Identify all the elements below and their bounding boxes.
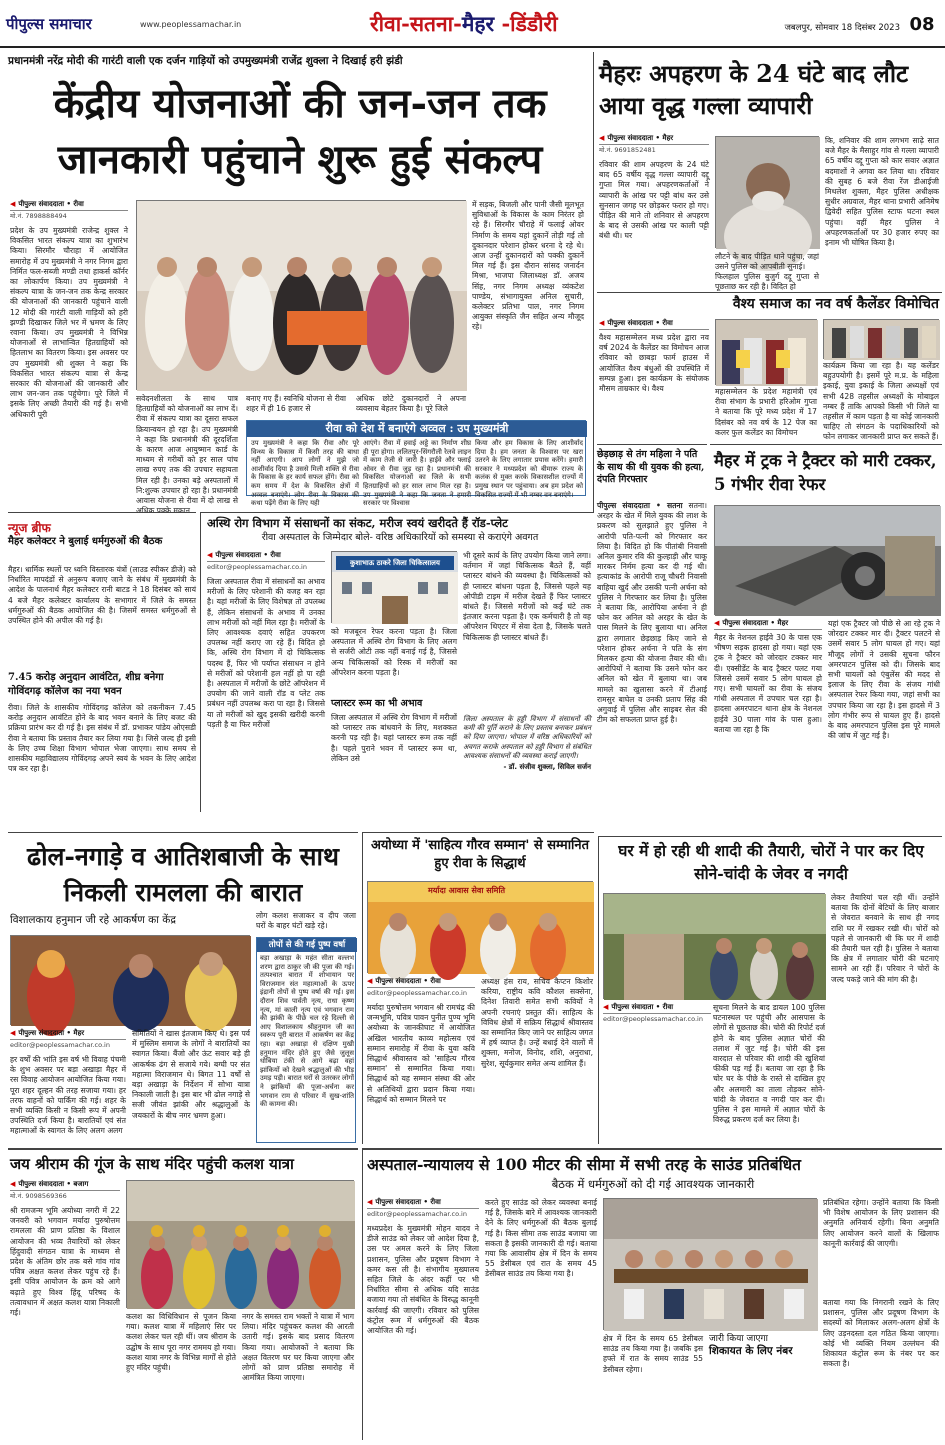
byline-text: पीपुल्स संवाददाता • रीवा [607, 319, 673, 327]
story-byline: ◀ पीपुल्स संवाददाता • रीवा [599, 319, 709, 330]
story-headline: ढोल-नगाड़े व आतिशबाजी के साथ निकली रामलला की बारात [27, 842, 339, 907]
story-col-5: में सड़क, बिजली और पानी जैसी मूलभूत सुविधाओं के विकास के काम निरंतर हो रहे हैं। सिरमौर चौराहे में फलाई ओवर निर्माण के समय यहां दुकानें तोड़ी गई तो दुकानदार परेशान होकर धरना दे रहे थे। आज उन्हीं दुकानदारों को पक्की दुकानें मिल गई हैं। इस दौरान सांसद जनार्दन मिश्रा, भाजपा जिलाध्यक्ष डॉ. अजय सिंह, नगर निगम अध्यक्ष व्यंकटेश पाण्डेय, संभागायुक्त अनिल सुचारी, कलेक्टर प्रतिभा पाल, नगर निगम आयुक्त संस्कृति जैन सहित अन्य मौजूद रहे। [472, 200, 584, 332]
story-email: editor@peoplessamachar.co.in [207, 563, 307, 571]
section-satna: सतना- [409, 11, 462, 36]
quote-text: जिला अस्पताल के हड्डी विभाग में संसाधनों की कमी की पूर्ति कराने के लिए प्रस्ताव बनाकर प्रबंधन को दिया जाएगा। भोपाल में वरिष्ठ अधिकारियों को अवगत कराके अस्पताल को हड्डी विभाग से संबंधित आवश्यक संसाधनों की व्यवस्था कराई जाएगी। [463, 715, 591, 760]
story-headline: मैहरः अपहरण के 24 घंटे बाद लौट आया वृद्ध गल्ला व्यापारी [599, 59, 909, 120]
byline-text: पीपुल्स संवाददाता • मैहर [722, 619, 789, 627]
banner-text: मर्यादा आवास सेवा समिति [428, 885, 506, 895]
story-orthopedic [200, 512, 594, 812]
story-photo [136, 200, 466, 390]
highlight-box [246, 420, 586, 508]
story-col-2-subhead: प्लास्टर रूम का भी अभाव [331, 698, 423, 709]
byline-text: पीपुल्स संवाददाता • मैहर [607, 134, 674, 142]
story-headline: जय श्रीराम की गूंज के साथ मंदिर पहुंची कलश यात्रा [10, 1155, 294, 1173]
story-col-2: कलश का विधिविधान से पूजन किया गया। कलश यात्रा में महिलाएं सिर पर कलश लेकर चल रही थीं। जय श्रीराम के उद्घोष के साथ पूरा नगर राममय हो गया। कलश यात्रा नगर के विभिन्न मार्गों से होते हुए मंदिर पहुंची। [126, 1312, 236, 1373]
section-maihar: मैहर [461, 11, 495, 36]
story-col-1: हर वर्षों की भांति इस वर्ष भी विवाह पंचमी के शुभ अवसर पर बड़ा अखाड़ा मैहर में रस विवाह आयोजन आयोजित किया गया। पूरा शहर दूल्हन की तरह सजाया गया। हर तरफ वाहनों को पार्किंग की गई। शहर के सभी व्यक्ति किसी न किसी रूप में अपनी उपस्थिति दर्ज किया है। बारातियों एवं संत महात्माओं के स्वागत के लिए अलग अलग [10, 1055, 126, 1136]
story-subhead: विशालकाय हनुमान जी रहे आकर्षण का केंद्र [10, 914, 176, 926]
story-col-1: सूचना मिलने के बाद डायल 100 पुलिस घटनास्थल पर पहुंची और आसपास के लोगों से पूछताछ की। चोरी की रिपोर्ट दर्ज होने के बाद पुलिस अज्ञात चोरों की तलाश में जुट गई है। चोरी की इस वारदात से परिवार की शादी की खुशियां फीकी पड़ गई हैं। बताया जा रहा है कि चोर घर के पीछे के रास्ते से दाखिल हुए और अलमारी का ताला तोड़कर सोने-चांदी के जेवरात व नगदी पार कर दी। पुलिस ने इस मामले में अज्ञात चोरों के विरुद्ध प्रकरण दर्ज कर लिया है। [713, 1003, 825, 1125]
story-byline: ◀ पीपुल्स संवाददाता • रीवा [10, 200, 128, 211]
side-box [709, 1334, 817, 1438]
story-byline: ◀ पीपुल्स संवाददाता • मैहर [10, 1029, 126, 1040]
story-kalash-yatra [8, 1148, 358, 1440]
hanuman-procession-svg [11, 936, 251, 1026]
story-col-1: मर्यादा पुरुषोत्तम भगवान श्री रामचंद्र की जन्मभूमि, पवित्र पावन पुनीत पुण्य भूमि अयोध्या के जानकीघाट में आयोजित अखिल भारतीय काव्य महोत्सव एवं सम्मान समारोह में रीवा के युवा कवि सिद्धार्थ श्रीवास्तव को 'साहित्य गौरव सम्मान' से सम्मानित किया गया। सिद्धार्थ को यह सम्मान संस्था की ओर से अतिथियों द्वारा प्रदान किया गया। सिद्धार्थ को सम्मान मिलने पर [367, 1003, 475, 1104]
byline-text: पीपुल्स संवाददाता • रीवा [375, 1198, 441, 1206]
story-headline: केंद्रीय योजनाओं की जन-जन तक जानकारी पहुंचाने शुरू हुई संकल्प [53, 80, 547, 183]
masthead [0, 0, 945, 48]
meeting-photo [603, 1198, 817, 1330]
photo-caption: महासम्मेलन के प्रदेश महामंत्री एवं रीवा संभाग के प्रभारी हरिओम गुप्ता ने बताया कि पूरे मध्य प्रदेश में 17 दिसंबर को नव वर्ष के 12 पेज का कलर फुल कलेंडर का विमोचन [715, 387, 817, 437]
story-email: editor@peoplessamachar.co.in [367, 1210, 467, 1218]
story-accident [710, 444, 942, 834]
group-photo-svg [716, 320, 818, 386]
story-col-3: प्रतिबंधित रहेगा। उन्होंने बताया कि किसी भी विशेष आयोजन के लिए प्रशासन की अनुमति अनिवार्य रहेगी। बिना अनुमति लिए आयोजन करने वालों के खिलाफ कानूनी कार्रवाई की जाएगी। [823, 1198, 939, 1248]
story-email: editor@peoplessamachar.co.in [367, 989, 467, 997]
section-title [370, 10, 610, 40]
brief-item-2-title: 7.45 करोड़ अनुदान आवंटित, शीघ्र बनेगा गोविंदगढ़ कॉलेज का नया भवन [8, 672, 164, 697]
dignitaries-photo-svg [137, 201, 467, 391]
story-byline-mobile: मो.नं. 7898888494 [10, 212, 67, 220]
story-col-3b: बताया गया कि निगरानी रखने के लिए प्रशासन, पुलिस और प्रदूषण विभाग के सदस्यों को मिलाकर अलग-अलग क्षेत्रों के लिए उड़नदस्ता दल गठित किया जाएगा। कोई भी व्यक्ति नियम उल्लंघन की शिकायत कंट्रोल रूम के नंबर पर कर सकता है। [823, 1298, 939, 1369]
side-head: जारी किया जाएगा [709, 1334, 768, 1344]
story-body [597, 501, 707, 831]
brief-item-2-body: रीवा। जिले के शासकीय गोविंदगढ़ कॉलेज को तकनीकन 7.45 करोड़ अनुदान आवंटित होने के बाद भवन बनाने के लिए बजट की प्रक्रिया प्रारंभ कर दी गई है। इस संबंध में डॉ. प्रभाकर पांडेय ओएसडी रीवा ने बताया कि प्रस्ताव तैयार कर लिया गया है। जिसे जल्द ही इसी के लिए उच्च शिक्षा विभाग भोपाल भेजा जाएगा। साथ समय से शासकीय महाविद्यालय गोविंदगढ़ अपने स्वयं के भवन के लिए आदेश पत्र कर रहा है। [8, 703, 196, 774]
story-col-1: जिला अस्पताल रीवा में संसाधनों का अभाव मरीजों के लिए परेशानी की वजह बन रहा है। यहां मरीजों के लिए विशेषज्ञ तो उपलब्ध हैं, लेकिन संसाधनों के अभाव में उनका लाभ मरीजों को नहीं मिल रहा है। मरीजों के लिए आवश्यक दवाएं सहित उपकरण उपलब्ध नहीं कराए जा रहे हैं। विदित हो कि, अस्थि रोग विभाग में दो चिकित्सक पदस्थ हैं, फिर भी पर्याप्त संसाधन न होने से मरीजों को परेशानी हल नहीं हो पा रही है। अस्पताल में मरीजों के छोटे ऑपरेशन में उपयोग की जाने वाली रॉड व प्लेट तक प्रबंधन नहीं उपलब्ध करा पा रहा है। जिससे या तो मरीजों को खुद इसकी खरीदी करनी पड़ती है या फिर मरीजों [207, 577, 325, 729]
story-headline: अस्थि रोग विभाग में संसाधनों का संकट, मरीज स्वयं खरीदते हैं रॉड-प्लेट [207, 516, 508, 530]
box-col-1: उप मुख्यमंत्री ने कहा कि रीवा और पूरे विन्ध्य के विकास में किसी तरह की बाधा नहीं आएगी। आप लोगों ने मुझे जो आशीर्वाद दिया है उससे मिली शक्ति से रीवा के विकास के हर कार्य सफल होंगे। रीवा को कम समय में देश के विकसित क्षेत्रों में अव्वल बनाएंगे। लोग रीवा के विकास की कथा पढ़ेंगे रीवा के लिए यही [251, 439, 359, 508]
story-text: सतना। अरहर के खेत में मिले युवक की लाश के प्रकरण को सुलझाते हुए पुलिस ने आरोपी पति-पत्नी को गिरफ्तार कर लिया है। विदित हो कि पीतांबी निवासी अनिल कुमार रवि की कुल्हाड़ी और चाकू मारकर निर्मम हत्या कर दी गई थी। हत्याकांड के आरोपी राजू चौधरी निवासी बाहिया खुर्द और उसकी पत्नी अर्चना को पुलिस ने गिरफ्तार कर लिया है। पुलिस ने बताया कि, आरोपिया अर्चना ने ही फोन कर अनिल को अरहर के खेत के पास मिलने के लिए बुलाया था। अनिल द्वारा लगातार छेड़छाड़ किए जाने से परेशान होकर अर्चना ने पति के संग मिलकर हत्या की योजना तैयार की थी। आरोपियों ने बताया कि उसने फोन कर अनिल को खेत में बुलाया था। जब मामले का खुलासा करने में टीआई रामसुर बाघेल व उनकी प्रताप सिंह की अगुवाई में पुलिस और साइबर सेल की टीम को सफलता प्राप्त हुई है। [597, 501, 707, 725]
story-col-1: वैश्य महासम्मेलन मध्य प्रदेश द्वारा नव वर्ष 2024 के कैलेंडर का विमोचन आज रविवार को छाबड़ा फार्म हाउस में आयोजित वैश्य बंधुओं की उपस्थिति में सम्पन्न हुआ। इस कार्यक्रम के संयोजक मौसम ताम्रकार थे। वैश्य [599, 333, 709, 394]
barat-photo [10, 935, 250, 1025]
story-byline: ◀ पीपुल्स संवाददाता • मैहर [714, 619, 822, 630]
story-headline: अस्पताल-न्यायालय से 100 मीटर की सीमा में सभी तरह के साउंड प्रतिबंधित [367, 1155, 802, 1174]
photo-caption: क्षेत्र में दिन के समय 65 डेसीबल साउंड तय किया गया है। जबकि इस हफ्ते में रात के समय साउंड 55 डेसीबल रहेगा। [603, 1334, 703, 1374]
calendar-photo-2 [823, 319, 939, 359]
dateline: जबलपुर, सोमवार 18 दिसंबर 2023 [784, 23, 900, 33]
website-url[interactable]: www.peoplessamachar.in [140, 20, 242, 29]
kalash-photo [126, 1180, 354, 1308]
box-title: तोपों से की गई पुष्प वर्षा [257, 938, 357, 952]
story-headline: मैहर में ट्रक ने ट्रैक्टर को मारी टक्कर, 5 गंभीर रीवा रेफर [714, 451, 937, 494]
story-col-2: अध्यक्ष हंस राय, सचिव कैप्टन किशोर करिया, राष्ट्रीय कवि कौशल सक्सेना, दिनेश तिवारी समेत सभी कवियों ने अपनी रचनाएं प्रस्तुत कीं। साहित्य के विविध क्षेत्रों में सक्रिय सिद्धार्थ श्रीवास्तव का सम्मानित किए जाने पर साहित्य जगत में हर्ष व्याप्त है। उन्हें बधाई देने वालों में शुक्ला, मनोज, विनोद, शशि, अनुराधा, सुरेश, सूर्यकुमार समेत अन्य शामिल हैं। [481, 977, 593, 1068]
story-subhead: रीवा अस्पताल के जिम्मेदार बोले- वरिष्ठ अधिकारियों को समस्या से कराएंगे अवगत [261, 532, 539, 543]
official-quote [463, 715, 591, 809]
calendar-release-svg [824, 320, 940, 360]
story-col-4: अधिक छोटे दुकानदारों ने अपना व्यवसाय बेहतर किया है। पूरे जिले [356, 394, 466, 414]
story-sankalp-yatra [0, 52, 590, 516]
news-brief [8, 512, 196, 812]
story-col-3: भी दूसरे कार्य के लिए उपयोग किया जाने लगा। वर्तमान में जहां चिकित्सक बैठते हैं, वहीं प्लास्टर बांधने की व्यवस्था है। चिकित्सकों को ही प्लास्टर बांधना पड़ता है, जिससे पहले यह ओपीडी टाइम में मरीज देखते हैं फिर प्लास्टर बांधते हैं। जिससे मरीजों को कई घंटे तक इंतजार करना पड़ता है। एक कर्मचारी है तो वह ऑपरेशन थिएटर में सेवा देता है, जिसके चलते चिकित्सक ही प्लास्टर बांधते हैं। [463, 551, 591, 642]
story-byline: ◀ पीपुल्स संवाददाता • रीवा [207, 551, 325, 562]
brief-label [8, 517, 196, 533]
story-kidnap [597, 52, 942, 290]
story-calendar [597, 292, 942, 442]
story-byline-mobile: मो.नं. 9691852481 [599, 146, 656, 154]
byline-text: पीपुल्स संवाददाता • मैहर [18, 1029, 85, 1037]
meeting-hall-svg [604, 1199, 818, 1331]
story-byline: ◀ पीपुल्स संवाददाता • बजाग [10, 1180, 120, 1191]
story-col-2: यहां एक ट्रैक्टर जो पीछे से आ रहे ट्रक ने जोरदार टक्कर मार दी। ट्रैक्टर पलटने से उसमें सवार 5 लोग घायल हो गए। यहां मौजूद लोगों ने उसकी सूचना फौरन अमरपाटन पुलिस को दी। जिसके बाद सभी घायलों को एंबुलेंस की मदद से इलाज के लिए रीवा के संजय गांधी अस्पताल रेफर किया गया, जहां सभी का उपचार किया जा रहा है। इस हादसे में 3 लोग गंभीर रूप से घायल हुए हैं। हादसे के बाद अमरपाटन पुलिस इस पूरे मामले की जांच में जुट गई है। [828, 619, 940, 741]
story-ayodhya-award [362, 832, 594, 1144]
byline-text: पीपुल्स संवाददाता • रीवा [18, 200, 84, 208]
story-col-1: श्री रामजन्म भूमि अयोध्या नगरी में 22 जनवरी को भगवान मर्यादा पुरुषोत्तम रामलला की प्राण प्रतिष्ठा के विशाल आयोजन की भव्य तैयारियों को लेकर हिंदुवादी संगठन यात्रा के माध्यम से प्रदेश के अंतिम छोर तक बसे गांव गांव पवित्र अक्षत कलश लेकर पहुंच रहे हैं। इसी पवित्र आयोजन के क्रम को आगे बढ़ाते हुए विश्व हिंदू परिषद के तत्वावधान में अक्षत कलश यात्रा निकाली गई। [10, 1206, 120, 1318]
photo-caption: लौटने के बाद पीड़ित थाने पहुंचा, जहां उसने पुलिस को आपबीती सुनाई। [715, 252, 819, 272]
side-title: शिकायत के लिए नंबर [709, 1345, 793, 1358]
box-body: बड़ा अखाड़ा के महंत सीता वल्लभ शरण द्वारा ठाकुर जी की पूजा की गई। तत्पश्चात बारात में शोभायान पर विराजमान संत महात्माओं के ऊपर इंद्रानी तोपों से पुष्प वर्षा की गई। इस दौरान शिव पार्वती नृत्य, राधा कृष्ण नृत्य, मां काली नृत्य एवं भगवान राम की झांकी के पीछे चल रहे दिल्ली से आए विशालकाय श्रीहनुमान जी का स्वरूप पूरी बारात में आकर्षण का केंद्र रहा। बड़ा अखाड़ा से दक्षिण मुखी हनुमान मंदिर होते हुए जैसे जुलूस धोबिया टंकी से आगे बढ़ा वहां झांकियों को देखने श्रद्धालुओं की भीड़ उमड़ पड़ी। बारात घरों से उतरकर लोगों ने झांकियों की पूजा-अर्चना कर भगवान राम से परिवार में सुख-शांति की कामना की। [260, 954, 354, 1109]
story-col-3: बनाए गए हैं। स्वनिधि योजना से रीवा शहर में ही 16 हजार से [246, 394, 346, 414]
brief-item-1-title: मैहर कलेक्टर ने बुलाई धर्मगुरुओं की बैठक [8, 536, 163, 547]
elderly-man-photo-svg [716, 137, 820, 249]
byline-text: पीपुल्स संवाददाता • बजाग [18, 1180, 89, 1188]
story-byline: ◀ पीपुल्स संवादाता • रीवा [603, 1003, 711, 1014]
story-email: editor@peoplessamachar.co.in [10, 1041, 110, 1049]
section-dindori: -डिंडौरी [494, 11, 558, 36]
story-subhead: बैठक में धर्मगुरुओं को दी गई आवश्यक जानकारी [551, 1177, 755, 1191]
accident-photo [714, 505, 940, 615]
story-col-1: प्रदेश के उप मुख्यमंत्री राजेन्द्र शुक्ल ने विकसित भारत संकल्प यात्रा का शुभारंभ किया। सिरमौर चौराहा में आयोजित समारोह में उप मुख्यमंत्री ने नगर निगम द्वारा निर्मित फल-सब्जी मण्डी तथा हाकर्स कॉर्नर का लोकार्पण किया। उप मुख्यमंत्री ने संकल्प यात्रा के जन-जन तक केन्द्र सरकार की योजनाओं की जानकारी पहुंचाने वाली 12 मोदी की गारंटी वाली गाड़ियों को हरी झण्डी दिखाकर जिले भर में भ्रमण के लिए रवाना किया। उप मुख्यमंत्री ने विभिन्न योजनाओं से लाभान्वित हितग्राहियों को हितलाभ का वितरण किया। इस अवसर पर उप मुख्यमंत्री श्री शुक्ल ने कहा कि विकसित भारत संकल्प यात्रा से केन्द्र सरकार की योजनाओं की जानकारी और लाभ जन-जन तक पहुंचेगा। पूरे जिले में इसके लिए अच्छी तैयारी की गई है। सभी अधिकारी पूरी [10, 226, 128, 419]
story-byline: ◀ पीपुल्स संवाददाता • रीवा [367, 1198, 479, 1209]
story-wedding-theft [598, 836, 942, 1144]
story-headline: अयोध्या में 'साहित्य गौरव सम्मान' से सम्मानित हुए रीवा के सिद्धार्थ [370, 838, 590, 871]
story-col-2b: जिला अस्पताल में अस्थि रोग विभाग में मरीजों को प्लास्टर तक बांधवाने के लिए, मशक्कत करनी पड़ रही है। यहां प्लास्टर रूम तक नहीं है। पहले पुराने भवन में प्लास्टर रूम था, लेकिन उसे [331, 713, 457, 763]
procession-women-svg [127, 1181, 355, 1309]
calendar-photo [715, 319, 817, 385]
award-photo [367, 881, 593, 973]
house-scene-svg [604, 894, 826, 1000]
hospital-photo [331, 551, 457, 623]
story-col-1: मध्यप्रदेश के मुख्यमंत्री मोहन यादव ने डीजे साउंड को लेकर जो आदेश दिया है, उस पर अमल करने के लिए जिला प्रशासन, पुलिस और प्रदूषण विभाग ने कमर कस ली है। संभागीय मुख्यालय सहित जिले के अंदर कहीं पर भी निर्धारित सीमा से अधिक यदि साउंड बजाया गया तो संबंधित के विरुद्ध कानूनी कार्रवाई की जाएगी। रविवार को पुलिस कंट्रोल रूम में धर्मगुरुओं की बैठक आयोजित की गई। [367, 1224, 479, 1336]
byline-text: पीपुल्स संवाददाता • रीवा [215, 551, 281, 559]
box-title: रीवा को देश में बनाएंगे अव्वल : उप मुख्यमंत्री [247, 421, 587, 437]
story-col-2: कार्यक्रम किया जा रहा है। यह कलेंडर बहुउपयोगी है। इसमें पूरे म.प्र. के महिला इकाई, युवा इकाई के जिला अध्यक्षों एवं सभी 428 तहसील अध्यक्षों के मोबाइल नम्बर हैं ताकि आपको किसी भी जिले या तहसील में काम पड़ता है या कोई जानकारी चाहिए तो संगठन के पदाधिकारियों को फोन लगाकर जानकारी प्राप्त कर सकते हैं। [823, 361, 939, 442]
box-col-3: किया और हम विकास के लिए आशीर्वाद दिया है। हम जनता के विश्वास पर खरा उतरने के लिए लगातार प्रयास करेंगे। हमारी सरकार ने मध्यप्रदेश को बीमारू राज्य के कलंक से मुक्त करके विकासशील राज्यों में प्रमुख स्थान पर पहुंचाया। अब हम प्रदेश को विकसित राज्यों में भी नम्बर वन बनाएंगे। [475, 439, 583, 499]
story-col-2: समितियों ने खास इंतजाम किए थे। इस पर्व में मुस्लिम समाज के लोगों ने बारातियों का स्वागत किया। बैंजो और ऊंट सवार बड़े ही आकर्षक ढंग से सजाये गये। बग्घी पर संत महात्मा विराजमान थे। बिगत 11 वर्षों से बड़ा अखाड़ा के निर्देशन में सोभा यात्रा निकाली जाती है। इस बार भी ढोल नगाड़े से सजी जीवंत झांकी और श्रद्धालुओं के जयकारों के बीच नगर भ्रमण हुआ। [132, 1029, 250, 1120]
story-byline-mobile: मो.नं. 9098569366 [10, 1192, 67, 1200]
column-divider [593, 52, 594, 512]
story-headline: घर में हो रही थी शादी की तैयारी, चोरों ने पार कर दिए सोने-चांदी के जेवर व नगदी [618, 841, 924, 883]
story-email: editor@peoplessamachar.co.in [603, 1015, 703, 1023]
story-byline: ◀ पीपुल्स संवाददाता • रीवा [367, 977, 475, 988]
brand-logo [6, 14, 134, 36]
story-dateline: पीपुल्स संवाददाता • सतना [597, 501, 683, 510]
story-byline: ◀ पीपुल्स संवाददाता • मैहर [599, 134, 709, 145]
story-col-2: सवेदनशीलता के साथ पात्र हितग्राहियों को योजनाओं का लाभ दें। रीवा में संकल्प यात्रा का दूसरा सफल क्रियान्वयन हो रहा है। उप मुख्यमंत्री ने कहा कि प्रधानमंत्री की दूरदर्शिता के कारण आज आयुष्मान कार्ड के माध्यम से गरीबों को हर साल पांच लाख रुपए तक की उपचार सहायता मिल रही है। उनका बड़े अस्पतालों में नि:शुल्क उपचार हो रहा है। प्रधानमंत्री आवास योजना से रीवा में दो लाख से अधिक पक्के मकान [136, 394, 238, 516]
byline-text: पीपुल्स संवाददाता • रीवा [375, 977, 441, 985]
story-col-1: मैहर के नेशनल हाईवे 30 के पास एक भीषण सड़क हादसा हो गया। यहां एक ट्रक ने ट्रैक्टर को जोरदार टक्कर मार दी। एक्सीडेंट के बाद ट्रैक्टर पलट गया जिससे उसमें सवार 5 लोग घायल हो गए। सभी घायलों का रीवा के संजय गांधी अस्पताल में उपचार चल रहा है। हादसा अमरपाटन थाना क्षेत्र के नेशनल हाईवे 30 पाला गांव के पास हुआ। बताया जा रहा है कि [714, 633, 822, 734]
victim-photo [715, 136, 819, 248]
brief-item-1-body: मैहर। धार्मिक स्थलों पर ध्वनि विस्तारक यंत्रों (लाउड स्पीकर डीजे) को निर्धारित मापदंडों से अनुरूप बजाए जाने के संबंध में मुख्यमंत्री के आदेश के पालनार्थ मैहर कलेक्टर रानी बाटड ने 18 दिसंबर को सायं 4 बजे मैहर कलेक्टर कार्यालय के सभागार में जिले के समस्त धर्मगुरुओं की बैठक आयोजित की है। जिसमें समस्त धर्मगुरुओं से उपस्थित होने की अपील की गई है। [8, 565, 196, 626]
story-murder [597, 444, 707, 834]
hospital-signboard: कुशाभाऊ ठाकरे जिला चिकित्सालय [336, 556, 454, 570]
section-rewa: रीवा- [370, 11, 410, 36]
story-col-1b: फिलहाल पुलिस बुजुर्ग दद्दू गुप्ता से पूछताछ कर रही है। विदित हो [715, 272, 819, 292]
theft-photo [603, 893, 825, 999]
story-col-2: करते हुए साउंड को लेकर व्यवस्था बनाई गई है, जिसके बारे में आवश्यक जानकारी देने के लिए धर्मगुरुओं की बैठक बुलाई गई है। किस सीमा तक साउंड बजाया जा सकता है इसकी जानकारी दी गई। बताया गया कि आवासीय क्षेत्र में दिन के समय 55 डेसीबल एवं रात के समय 45 डेसीबल साउंड तय किया गया है। [485, 1198, 597, 1279]
top-text: लोग कलश सजाकर व दीप जला घरों के बाहर घंटों खड़े रहे। [256, 911, 356, 931]
byline-text: पीपुल्स संवादाता • रीवा [611, 1003, 674, 1011]
overturned-tractor-svg [715, 506, 941, 616]
story-col-2: लेकर तैयारियां चल रही थीं। उन्होंने बताया कि दोनों बेटियों के लिए बाजार से जेवरात बनवाने के साथ ही नगद राशि घर में रखकर रखी थी। चोरों को पहले से जानकारी थी कि घर में शादी की तैयारी चल रही है। पुलिस ने बताया कि क्षेत्र में लगातार चोरी की घटनाएं सामने आ रही हैं। परिवार ने चोरों के जल्द पकड़े जाने की मांग की है। [831, 893, 939, 984]
story-headline: छेड़छाड़ से तंग महिला ने पति के साथ की थी युवक की हत्या, दंपति गिरफ्तार [597, 449, 705, 485]
pushp-varsha-box [256, 937, 356, 1143]
story-col-2: कि, शनिवार की शाम लगभग साढ़े सात बजे मैहर के मैसाहुर गांव से गल्ला व्यापारी 65 वर्षीय दद्दू गुप्ता को कार सवार अज्ञात बदमाशों ने अगवा कर लिया था। रविवार की सुबह 6 बजे रीवा रेंज डीआईजी मिथलेश शुक्ला, मैहर पुलिस अधीक्षक सुधीर अग्रवाल, मैहर थाना प्रभारी अनिमेष द्विवेदी सहित पुलिस स्टाफ घटना स्थल पहुंचा। वहीं मैहर पुलिस ने अपहरणकर्ताओं पर 30 हजार रुपए का इनाम भी घोषित किया है। [825, 136, 939, 248]
story-ramlala-barat [8, 832, 358, 1144]
brief-label-text: न्यूज ब्रीफ [8, 521, 51, 535]
story-sound-ban [362, 1148, 942, 1440]
quote-attribution: - डॉ. संजीव शुक्ला, सिविल सर्जन [503, 763, 591, 772]
box-col-2: आएंगे। रीवा में हवाई अड्डे का निर्माण शीघ्र ही पूरा होगा। ललितपुर-सिंगरौली रेलवे लाइन में काम तेजी से जारी है। हाईवे और फ्लाई ओवर से रीवा जुड़ रहा है। प्रधानमंत्री की विकसित योजनाओं का जिले के सभी हितग्राहियों को हर साल लाभ मिल रहा है। उप मुख्यमंत्री ने कहा कि जनता ने हमारी सरकार पर विश्वास [363, 439, 471, 508]
story-col-1: रविवार की शाम अपहरण के 24 घंटे बाद 65 वर्षीय वृद्ध गल्ला व्यापारी दद्दू गुप्ता मिल गया। अपहरणकर्ताओं ने व्यापारी के आंख पर पट्टी बांध कर उसे सुनसान जगह पर छोड़कर फरार हो गए। पीड़ित की माने तो शनिवार से अपहरण के बाद से उसकी आंख पर काली पट्टी बंधी थी। घर [599, 160, 709, 241]
page-number: 08 [909, 14, 935, 35]
brand-name: पीपुल्स समाचार [6, 15, 92, 33]
story-headline: वैश्य समाज का नव वर्ष कैलेंडर विमोचित [732, 296, 939, 312]
story-kicker: प्रधानमंत्री नरेंद्र मोदी की गारंटी वाली एक दर्जन गाड़ियों को उपमुख्यमंत्री राजेंद्र शुक्ला ने दिखाई हरी झंडी [8, 55, 403, 67]
story-col-2: को मजबूरन रेफर करना पड़ता है। जिला अस्पताल में अस्थि रोग विभाग के लिए अलग से सर्जरी ओटी तक नहीं बनाई गई है, जिससे अन्य चिकित्सकों को रिस्क में मरीजों का ऑपरेशन करना पड़ता है। [331, 627, 457, 677]
story-col-3: नगर के समस्त राम भक्तों ने यात्रा में भाग लिया। मंदिर पहुंचकर कलश की आरती उतारी गई। इसके बाद प्रसाद वितरण किया गया। आयोजकों ने बताया कि अक्षत वितरण घर घर किया जाएगा और लोगों को प्राण प्रतिष्ठा समारोह में आमंत्रित किया जाएगा। [242, 1312, 354, 1383]
